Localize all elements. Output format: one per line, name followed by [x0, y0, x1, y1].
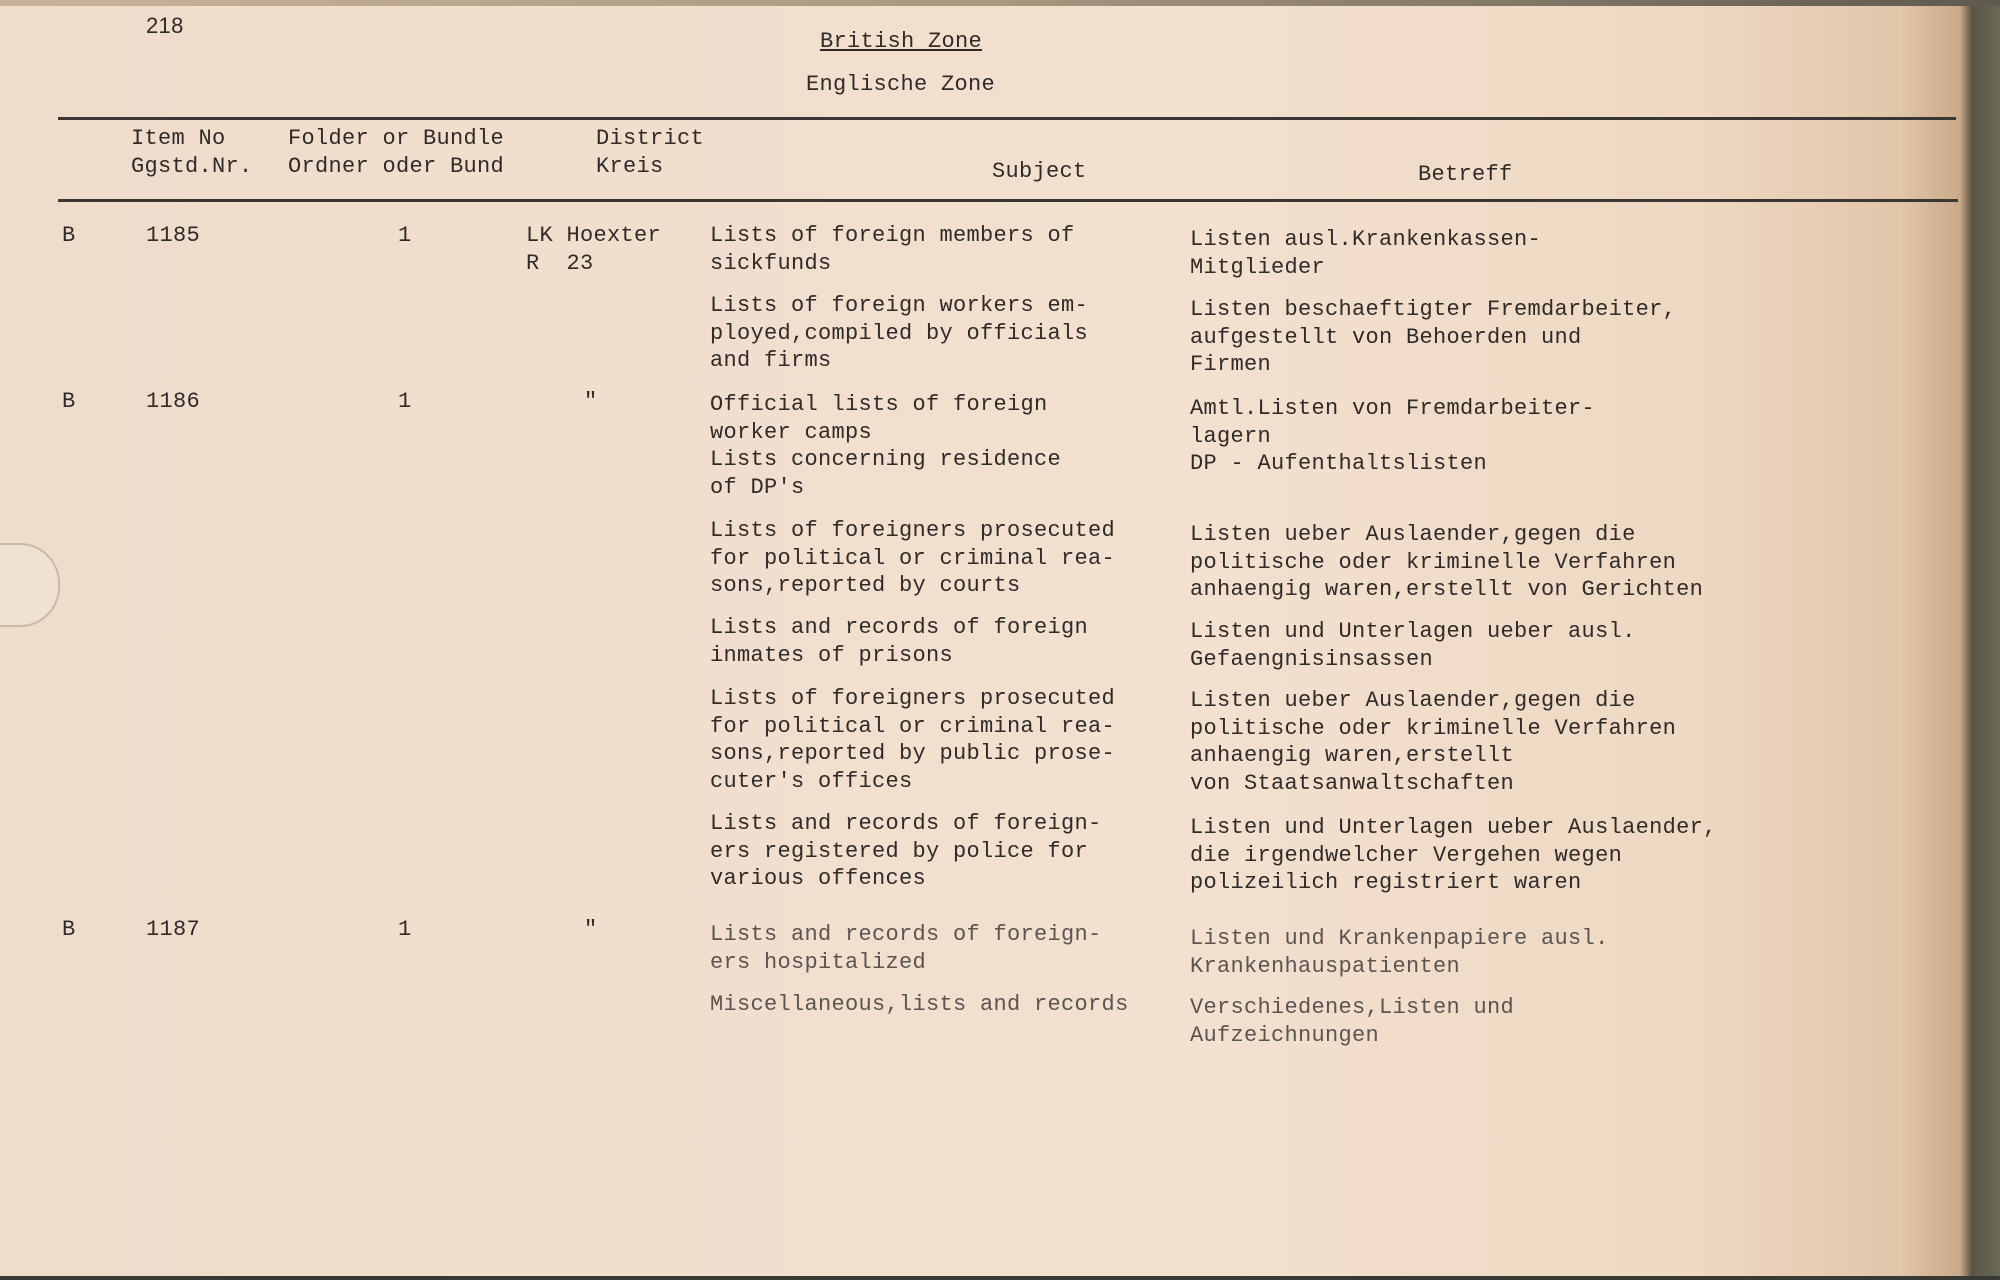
header-top-rule: [58, 117, 1956, 120]
subject-text: Lists and records of foreign- ers hospitalized: [710, 922, 1102, 975]
page-subtitle: Englische Zone: [806, 72, 996, 97]
header-betreff: Betreff: [1418, 162, 1513, 187]
subject-text: Lists of foreign members of sickfunds: [710, 223, 1075, 276]
header-item: Item No Ggstd.Nr.: [131, 126, 253, 179]
item-marker: B: [62, 223, 76, 248]
binder-tab: [0, 543, 60, 627]
item-marker: B: [62, 917, 76, 942]
subject-text: Lists of foreign workers em- ployed,compiled by officials and firms: [710, 293, 1089, 374]
header-folder: Folder or Bundle Ordner oder Bund: [288, 126, 505, 179]
item-number: 1185: [146, 223, 201, 248]
betreff-text: Listen ueber Auslaender,gegen die politische oder kriminelle Verfahren anhaengig waren,erstellt von Staatsanwaltschaften: [1190, 688, 1677, 797]
betreff-text: Listen und Krankenpapiere ausl. Krankenhauspatienten: [1190, 926, 1609, 979]
page-top-edge: [0, 0, 2000, 6]
page-title: British Zone: [820, 29, 983, 54]
subject-text: Lists of foreigners prosecuted for political or criminal rea- sons,reported by courts: [710, 518, 1116, 599]
subject-text: Lists and records of foreign- ers registered by police for various offences: [710, 811, 1102, 892]
page-number: 218: [146, 13, 184, 38]
header-subject: Subject: [992, 159, 1087, 184]
district-ditto: ": [584, 917, 598, 942]
betreff-text: Amtl.Listen von Fremdarbeiter- lagern DP - Aufenthaltslisten: [1190, 396, 1596, 477]
item-marker: B: [62, 389, 76, 414]
district: LK Hoexter R 23: [526, 223, 662, 276]
subject-text: Lists and records of foreign inmates of prisons: [710, 615, 1089, 668]
subject-text: Official lists of foreign worker camps Lists concerning residence of DP's: [710, 392, 1062, 501]
district-ditto: ": [584, 389, 598, 414]
header-district: District Kreis: [596, 126, 705, 179]
betreff-text: Listen und Unterlagen ueber Auslaender, die irgendwelcher Vergehen wegen polizeilich registriert waren: [1190, 815, 1717, 896]
betreff-text: Listen und Unterlagen ueber ausl. Gefaengnisinsassen: [1190, 619, 1636, 672]
item-number: 1187: [146, 917, 201, 942]
betreff-text: Listen ueber Auslaender,gegen die politische oder kriminelle Verfahren anhaengig waren,erstellt von Gerichten: [1190, 522, 1704, 603]
item-number: 1186: [146, 389, 201, 414]
folder-number: 1: [398, 223, 412, 248]
betreff-text: Listen ausl.Krankenkassen- Mitglieder: [1190, 227, 1542, 280]
folder-number: 1: [398, 917, 412, 942]
folder-number: 1: [398, 389, 412, 414]
page-bottom-edge: [0, 1276, 2000, 1280]
betreff-text: Verschiedenes,Listen und Aufzeichnungen: [1190, 995, 1515, 1048]
header-bottom-rule: [58, 199, 1958, 202]
subject-text: Miscellaneous,lists and records: [710, 992, 1129, 1017]
subject-text: Lists of foreigners prosecuted for political or criminal rea- sons,reported by public prose- cuter's offices: [710, 686, 1116, 795]
betreff-text: Listen beschaeftigter Fremdarbeiter, aufgestellt von Behoerden und Firmen: [1190, 297, 1677, 378]
